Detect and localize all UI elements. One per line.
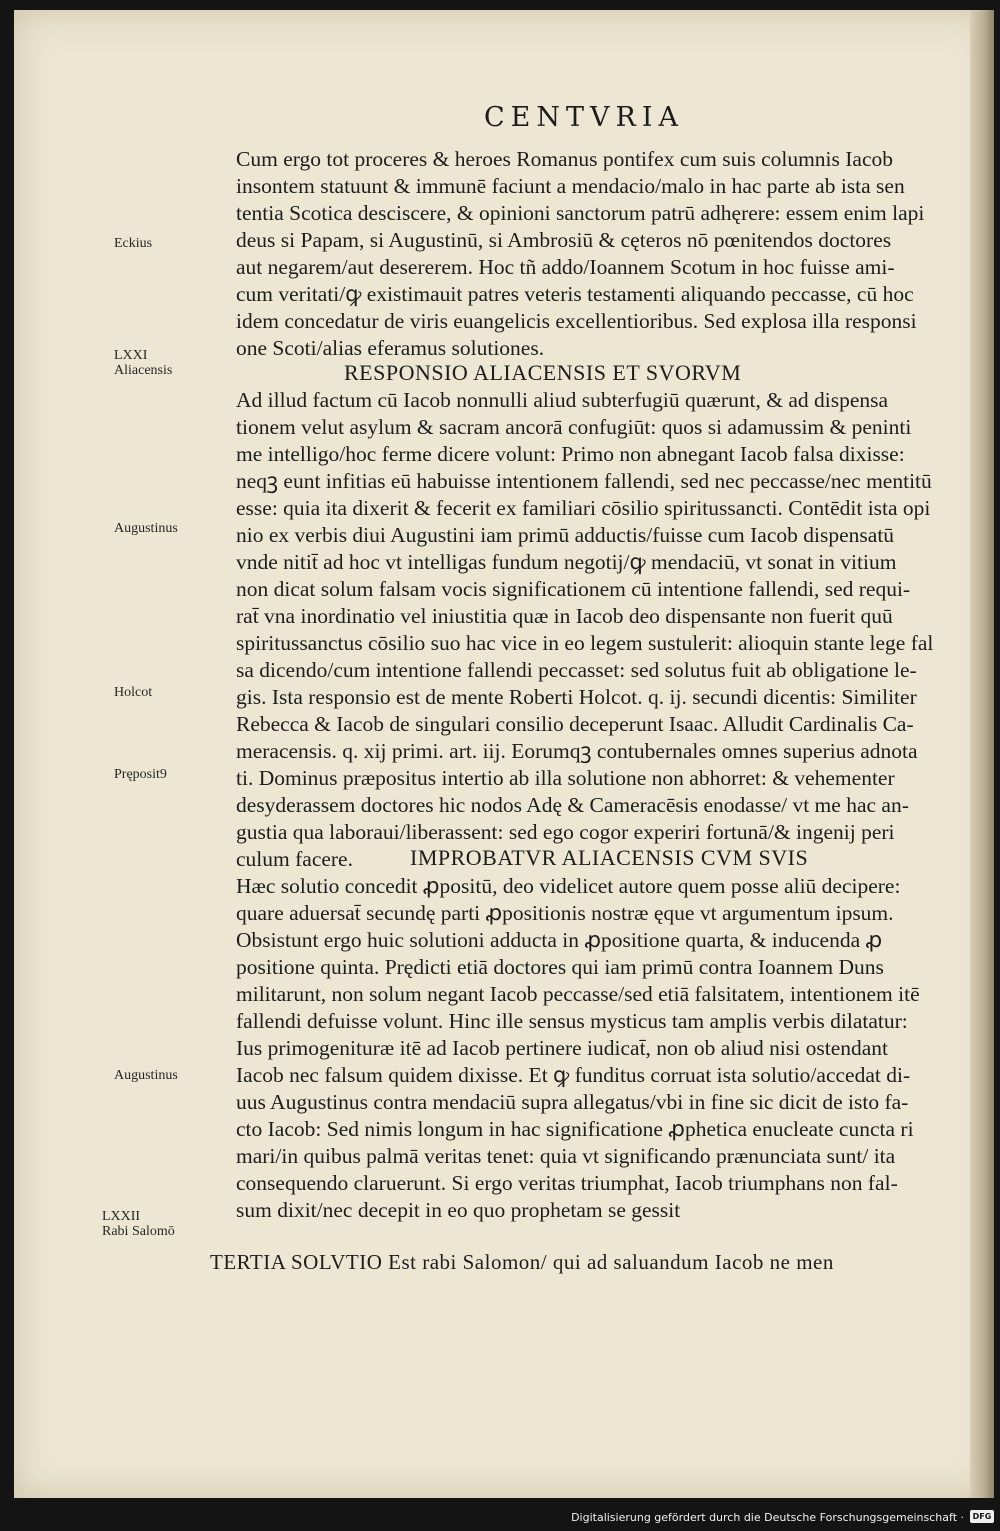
page-heading: CENTVRIA xyxy=(484,102,684,133)
dfg-logo: DFG xyxy=(970,1510,994,1523)
margin-note: Augustinus xyxy=(114,521,178,536)
text-line: idem concedatur de viris euangelicis excellentioribus. Sed explosa illa responsi xyxy=(236,309,917,333)
book-page xyxy=(14,10,994,1498)
text-line: tionem velut asylum & sacram ancorā confugiūt: quos si adamussim & peninti xyxy=(236,415,912,439)
margin-note: Pręposit9 xyxy=(114,767,167,782)
text-line: tentia Scotica desciscere, & opinioni sanctorum patrū adhęrere: essem enim lapi xyxy=(236,201,925,225)
text-line: militarunt, non solum negant Iacob peccasse/sed etiā falsitatem, intentionem itē xyxy=(236,982,920,1006)
text-line: culum facere. xyxy=(236,847,353,871)
section-heading: RESPONSIO ALIACENSIS ET SVORVM xyxy=(344,360,742,385)
text-line: esse: quia ita dixerit & fecerit ex familiari cōsilio spiritussancti. Contēdit ista opi xyxy=(236,496,931,520)
text-line: gis. Ista responsio est de mente Roberti Holcot. q. ij. secundi dicentis: Similiter xyxy=(236,685,917,709)
text-line: deus si Papam, si Augustinū, si Ambrosiū & cęteros nō pœnitendos doctores xyxy=(236,228,892,252)
text-line: spiritussanctus cōsilio suo hac vice in eo legem sustulerit: alioquin stante lege fal xyxy=(236,631,934,655)
text-line: insontem statuunt & immunē faciunt a mendacio/malo in hac parte ab ista sen xyxy=(236,174,905,198)
margin-note: Eckius xyxy=(114,236,153,251)
text-line: aut negarem/aut desererem. Hoc tñ addo/Ioannem Scotum in hoc fuisse ami- xyxy=(236,255,895,279)
text-line: Rebecca & Iacob de singulari consilio deceperunt Isaac. Alludit Cardinalis Ca- xyxy=(236,712,914,736)
text-line: Ad illud factum cū Iacob nonnulli aliud subterfugiū quærunt, & ad dispensa xyxy=(236,388,889,412)
text-line: uus Augustinus contra mendaciū supra allegatus/vbi in fine sic dicit de isto fa- xyxy=(236,1090,909,1114)
text-line: cum veritati/ꝙ existimauit patres veteris testamenti aliquando peccasse, cū hoc xyxy=(236,282,914,306)
text-line: mari/in quibus palmā veritas tenet: quia vt significando prænunciata sunt/ ita xyxy=(236,1144,896,1168)
margin-note: LXXI Aliacensis xyxy=(114,348,173,378)
section-heading: IMPROBATVR ALIACENSIS CVM SVIS xyxy=(410,845,809,870)
text-line: nio ex verbis diui Augustini iam primū adductis/fuisse cum Iacob dispensatū xyxy=(236,523,895,547)
text-line: Iacob nec falsum quidem dixisse. Et ꝙ funditus corruat ista solutio/accedat di- xyxy=(236,1063,911,1087)
text-line: desyderassem doctores hic nodos Adę & Cameracēsis enodasse/ vt me hac an- xyxy=(236,793,909,817)
text-line: Ius primogenituræ itē ad Iacob pertinere iudicat̄, non ob aliud nisi ostendant xyxy=(236,1036,889,1060)
text-line: Hæc solutio concedit ꝓpositū, deo videlicet autore quem posse aliū decipere: xyxy=(236,874,901,898)
margin-note: Holcot xyxy=(114,685,153,700)
text-line: quare aduersat̄ secundę parti ꝓpositionis nostræ ęque vt argumentum ipsum. xyxy=(236,901,894,925)
margin-note: Augustinus xyxy=(114,1068,178,1083)
text-line: positione quinta. Prędicti etiā doctores qui iam primū contra Ioannem Duns xyxy=(236,955,884,979)
text-line: meracensis. q. xij primi. art. iij. Eorumqꝫ contubernales omnes superius adnota xyxy=(236,739,918,763)
margin-note: LXXII Rabi Salomō xyxy=(102,1209,175,1239)
text-line: rat̄ vna inordinatio vel iniustitia quæ in Iacob deo dispensante non fuerit quū xyxy=(236,604,893,628)
text-line: vnde nitit̄ ad hoc vt intelligas fundum negotij/ꝙ mendaciū, vt sonat in vitium xyxy=(236,550,897,574)
footer-bar xyxy=(0,1504,1000,1531)
text-line: neqꝫ eunt infitias eū habuisse intentionem fallendi, sed nec peccasse/nec mentitū xyxy=(236,469,932,493)
text-line: sa dicendo/cum intentione fallendi peccasset: sed solutus fuit ab obligatione le- xyxy=(236,658,917,682)
page-gutter xyxy=(970,10,994,1498)
text-line: one Scoti/alias eferamus solutiones. xyxy=(236,336,545,360)
footer-credit: Digitalisierung gefördert durch die Deutsche Forschungsgemeinschaft · xyxy=(571,1511,964,1524)
text-line: consequendo claruerunt. Si ergo veritas triumphat, Iacob triumphans non fal- xyxy=(236,1171,898,1195)
text-line: Obsistunt ergo huic solutioni adducta in ꝓpositione quarta, & inducenda ꝓ xyxy=(236,928,883,952)
text-line: cto Iacob: Sed nimis longum in hac significatione ꝓphetica enucleate cuncta ri xyxy=(236,1117,914,1141)
text-line: ti. Dominus præpositus intertio ab illa solutione non abhorret: & vehementer xyxy=(236,766,895,790)
text-line: sum dixit/nec decepit in eo quo prophetam se gessit xyxy=(236,1198,681,1222)
text-line: Cum ergo tot proceres & heroes Romanus pontifex cum suis columnis Iacob xyxy=(236,147,894,171)
text-line: non dicat solum falsam vocis significationem cū intentione fallendi, sed requi- xyxy=(236,577,911,601)
text-line: me intelligo/hoc ferme dicere volunt: Primo non abnegant Iacob falsa dixisse: xyxy=(236,442,905,466)
text-line: fallendi defuisse volunt. Hinc ille sensus mysticus tam amplis verbis dilatatur: xyxy=(236,1009,908,1033)
text-line: gustia qua laboraui/liberassent: sed ego cogor experiri fortunā/& ingenij peri xyxy=(236,820,895,844)
section-heading: TERTIA SOLVTIO Est rabi Salomon/ qui ad saluandum Iacob ne men xyxy=(210,1250,834,1274)
